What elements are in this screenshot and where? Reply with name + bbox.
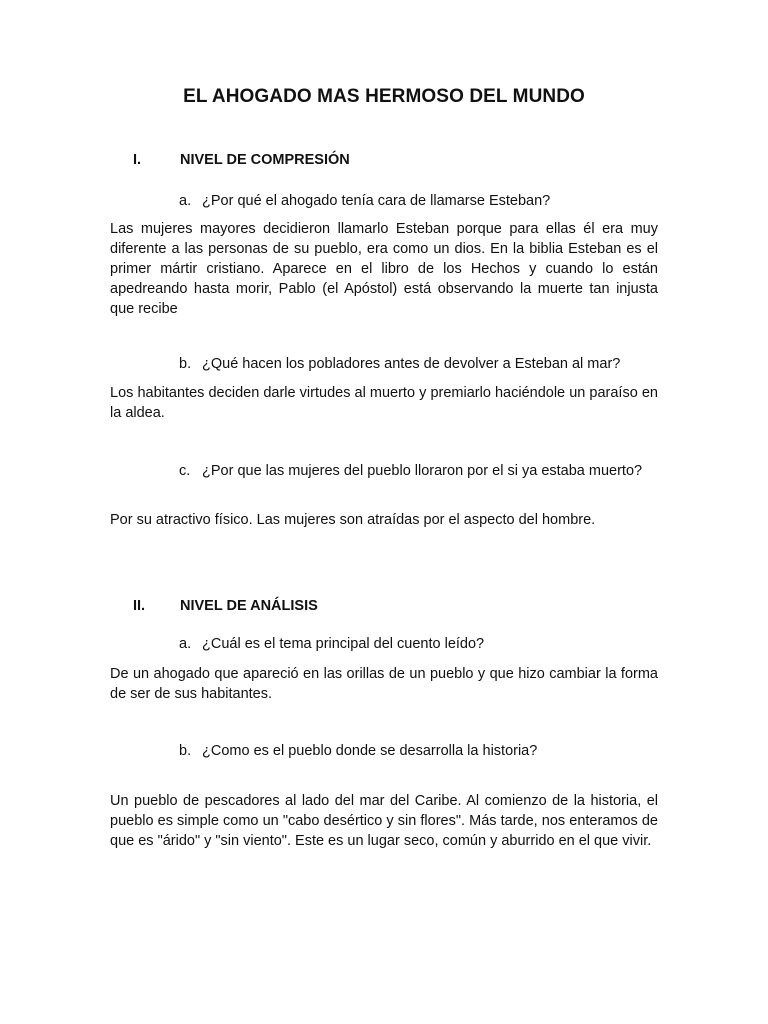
question-letter: a. [179, 193, 192, 209]
question-text: ¿Cuál es el tema principal del cuento leído? [202, 636, 485, 652]
section-heading-1 [133, 152, 350, 168]
question-letter: a. [179, 636, 192, 652]
document-title: EL AHOGADO MAS HERMOSO DEL MUNDO [183, 86, 585, 107]
answer-1a: Las mujeres mayores decidieron llamarlo Esteban porque para ellas él era muy diferente a las personas de su pueblo, era como un dios. En la biblia Esteban es el primer mártir cristiano. Aparece en el libro de los Hechos y cuando lo están apedreando hasta morir, Pablo (el Apóstol) está observando la muerte tan injusta que recibe [110, 221, 658, 317]
section-numeral: II. [133, 598, 146, 614]
section-numeral: I. [133, 152, 142, 168]
question-text: ¿Por qué el ahogado tenía cara de llamarse Esteban? [202, 193, 551, 209]
question-2b [179, 741, 659, 761]
question-text: ¿Qué hacen los pobladores antes de devolver a Esteban al mar? [202, 356, 621, 372]
section-title: NIVEL DE ANÁLISIS [180, 598, 318, 614]
answer-1c: Por su atractivo físico. Las mujeres son atraídas por el aspecto del hombre. [110, 512, 596, 528]
question-letter: b. [179, 356, 192, 372]
answer-1b: Los habitantes deciden darle virtudes al muerto y premiarlo haciéndole un paraíso en la aldea. [110, 385, 658, 421]
question-1b [179, 354, 659, 374]
question-1a [179, 191, 659, 211]
question-text: ¿Por que las mujeres del pueblo lloraron por el si ya estaba muerto? [202, 463, 643, 479]
question-letter: c. [179, 463, 191, 479]
question-text: ¿Como es el pueblo donde se desarrolla la historia? [202, 743, 538, 759]
section-heading-2 [133, 598, 318, 614]
question-2a [179, 634, 659, 654]
answer-2a: De un ahogado que apareció en las orillas de un pueblo y que hizo cambiar la forma de ser de sus habitantes. [110, 666, 658, 702]
question-1c [179, 461, 659, 481]
answer-2b: Un pueblo de pescadores al lado del mar del Caribe. Al comienzo de la historia, el pueblo es simple como un "cabo desértico y sin flores". Más tarde, nos enteramos de que es "árido" y "sin viento". Este es un lugar seco, común y aburrido en el que vivir. [110, 793, 658, 849]
section-title: NIVEL DE COMPRESIÓN [180, 152, 350, 168]
question-letter: b. [179, 743, 192, 759]
